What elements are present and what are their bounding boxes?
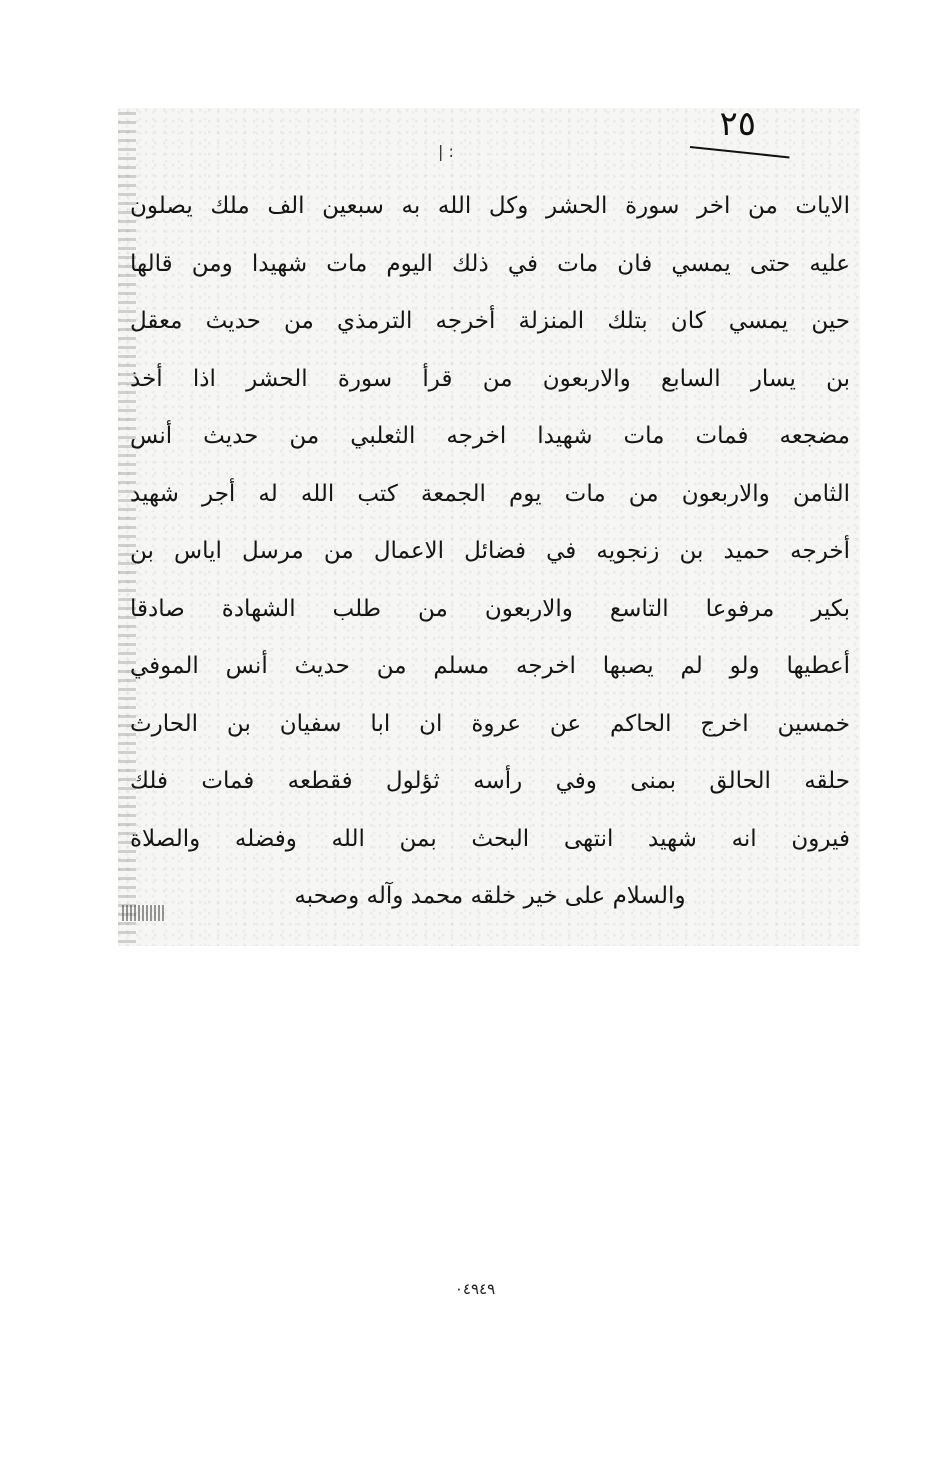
text-line: بكير مرفوعا التاسع والاربعون من طلب الشهادة صادقا — [130, 595, 850, 622]
manuscript-text — [130, 178, 850, 926]
scan-smudge — [122, 905, 164, 921]
text-line: الايات من اخر سورة الحشر وكل الله به سبعين الف ملك يصلون — [130, 193, 850, 219]
text-line-closing: والسلام على خير خلقه محمد وآله وصحبه — [294, 883, 686, 909]
folio-number — [690, 104, 790, 164]
folio-underline — [690, 146, 790, 158]
text-line: الثامن والاربعون من مات يوم الجمعة كتب الله له أجر شهيد — [130, 480, 850, 507]
page-number: ٠٤٩٤٩ — [454, 1280, 496, 1298]
text-line: حلقه الحالق بمنى وفي رأسه ثؤلول فقطعه فمات فلك — [130, 768, 850, 794]
text-line: أخرجه حميد بن زنجويه في فضائل الاعمال من مرسل اياس بن — [130, 538, 850, 564]
text-line: حين يمسي كان بتلك المنزلة أخرجه الترمذي من حديث معقل — [130, 308, 850, 334]
folio-text: ٢٥ — [719, 104, 756, 144]
text-line: خمسين اخرج الحاكم عن عروة ان ابا سفيان بن الحارث — [130, 710, 850, 737]
text-line: عليه حتى يمسي فان مات في ذلك اليوم مات شهيدا ومن قالها — [130, 250, 850, 277]
margin-mark: | : — [438, 142, 454, 161]
text-line: أعطيها ولو لم يصبها اخرجه مسلم من حديث أنس الموفي — [130, 653, 850, 679]
text-line: بن يسار السابع والاربعون من قرأ سورة الحشر اذا أخذ — [130, 365, 850, 392]
text-line: فيرون انه شهيد انتهى البحث بمن الله وفضله والصلاة — [130, 825, 850, 852]
text-line: مضجعه فمات مات شهيدا اخرجه الثعلبي من حديث أنس — [130, 423, 850, 449]
